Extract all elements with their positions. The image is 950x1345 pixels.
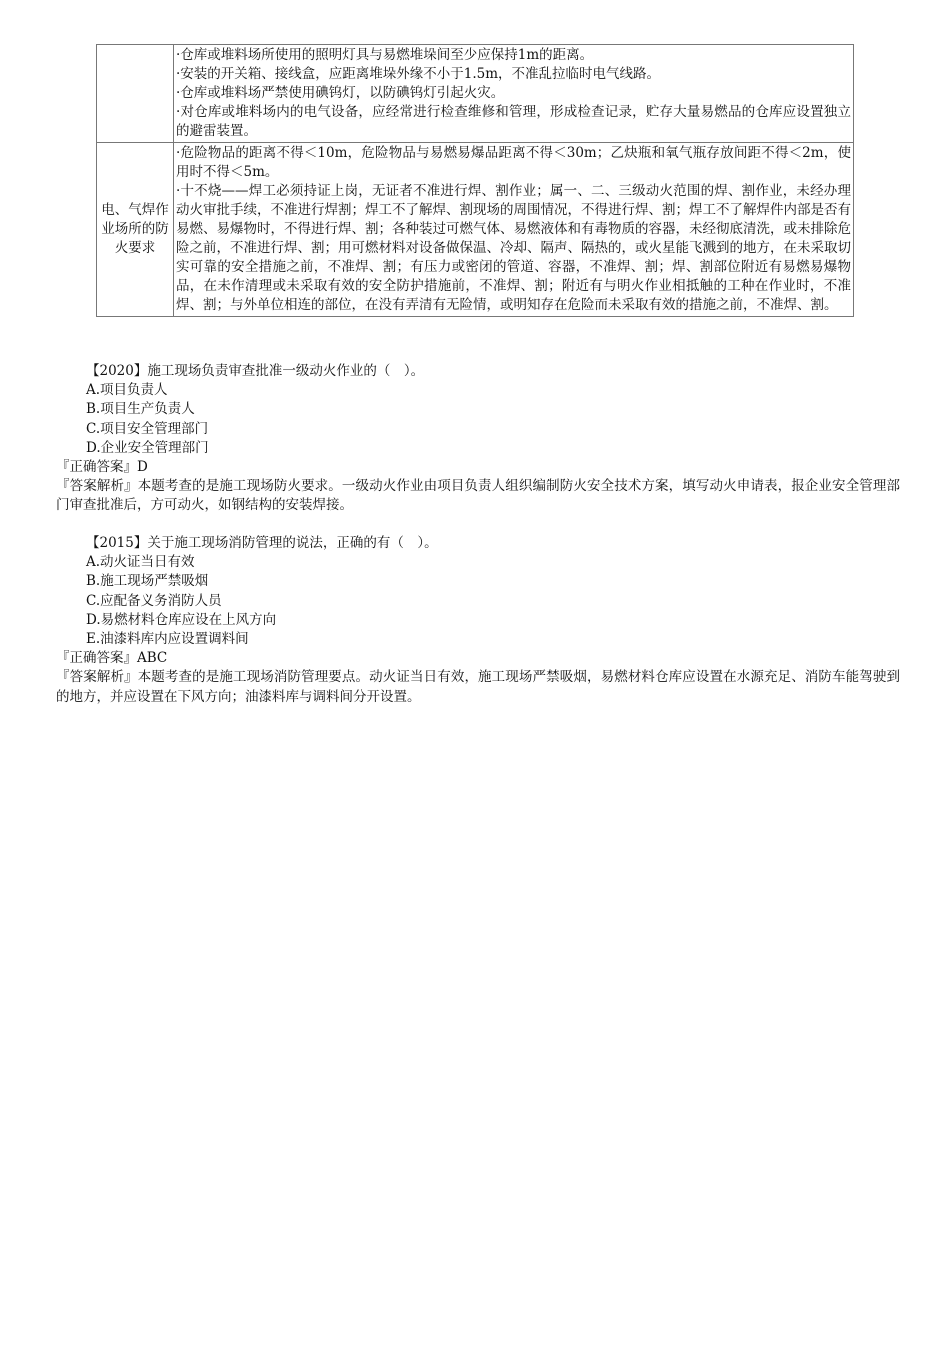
question-2020 (56, 362, 900, 516)
table-category-cell (97, 45, 174, 143)
table-category-cell: 电、气焊作业场所的防火要求 (97, 143, 174, 317)
option-d: D.企业安全管理部门 (86, 439, 209, 456)
correct-answer: 『正确答案』ABC (56, 650, 168, 667)
table-line: ·十不烧——焊工必须持证上岗，无证者不准进行焊、割作业；属一、二、三级动火范围的焊、割作业，未经办理动火审批手续，不准进行焊割；焊工不了解焊、割现场的周围情况，不得进行焊、割；焊工不了解焊件内部是否有易燃、易爆物时，不得进行焊、割；各种装过可燃气体、易燃液体和有毒物质的容器，未经彻底清洗，或未排除危险之前，不准进行焊、割；用可燃材料对设备做保温、冷却、隔声、隔热的，或火星能飞溅到的地方，在未采取切实可靠的安全措施之前，不准焊、割；有压力或密闭的管道、容器，不准焊、割；焊、割部位附近有易燃易爆物品，在未作清理或未采取有效的安全防护措施前，不准焊、割；附近有与明火作业相抵触的工种在作业时，不准焊、割；与外单位相连的部位，在没有弄清有无险情，或明知存在危险而未采取有效的措施之前，不准焊、割。 (176, 183, 851, 313)
option-c: C.项目安全管理部门 (86, 420, 209, 437)
table-line: ·危险物品的距离不得＜10m，危险物品与易燃易爆品距离不得＜30m；乙炔瓶和氧气瓶存放间距不得＜2m，使用时不得＜5m。 (176, 145, 851, 180)
table-row (97, 45, 854, 143)
table-content-cell (174, 143, 854, 317)
answer-explanation: 『答案解析』本题考查的是施工现场防火要求。一级动火作业由项目负责人组织编制防火安全技术方案，填写动火申请表，报企业安全管理部门审查批准后，方可动火，如钢结构的安装焊接。 (56, 478, 900, 514)
question-stem: 【2020】施工现场负责审查批准一级动火作业的（ ）。 (86, 363, 425, 379)
table-row (97, 143, 854, 317)
correct-answer: 『正确答案』D (56, 459, 148, 476)
question-2015 (56, 534, 900, 707)
option-d: D.易燃材料仓库应设在上风方向 (86, 611, 277, 628)
option-b: B.项目生产负责人 (86, 401, 195, 418)
table-line: ·对仓库或堆料场内的电气设备，应经常进行检查维修和管理，形成检查记录，贮存大量易燃品的仓库应设置独立的避雷装置。 (176, 104, 851, 139)
option-e: E.油漆料库内应设置调料间 (86, 631, 249, 648)
option-c: C.应配备义务消防人员 (86, 592, 222, 609)
option-a: A.项目负责人 (86, 382, 168, 399)
fire-safety-table (96, 44, 854, 317)
answer-explanation: 『答案解析』本题考查的是施工现场消防管理要点。动火证当日有效，施工现场严禁吸烟，易燃材料仓库应设置在水源充足、消防车能驾驶到的地方，并应设置在下风方向；油漆料库与调料间分开设置。 (56, 669, 900, 705)
table-content-cell (174, 45, 854, 143)
table-line: ·安装的开关箱、接线盒，应距离堆垛外缘不小于1.5m，不准乱拉临时电气线路。 (176, 66, 661, 82)
table-line: ·仓库或堆料场所使用的照明灯具与易燃堆垛间至少应保持1m的距离。 (176, 47, 594, 63)
table-line: ·仓库或堆料场严禁使用碘钨灯，以防碘钨灯引起火灾。 (176, 85, 505, 101)
option-b: B.施工现场严禁吸烟 (86, 573, 209, 590)
option-a: A.动火证当日有效 (86, 554, 195, 571)
question-stem: 【2015】关于施工现场消防管理的说法，正确的有（ ）。 (86, 535, 438, 551)
